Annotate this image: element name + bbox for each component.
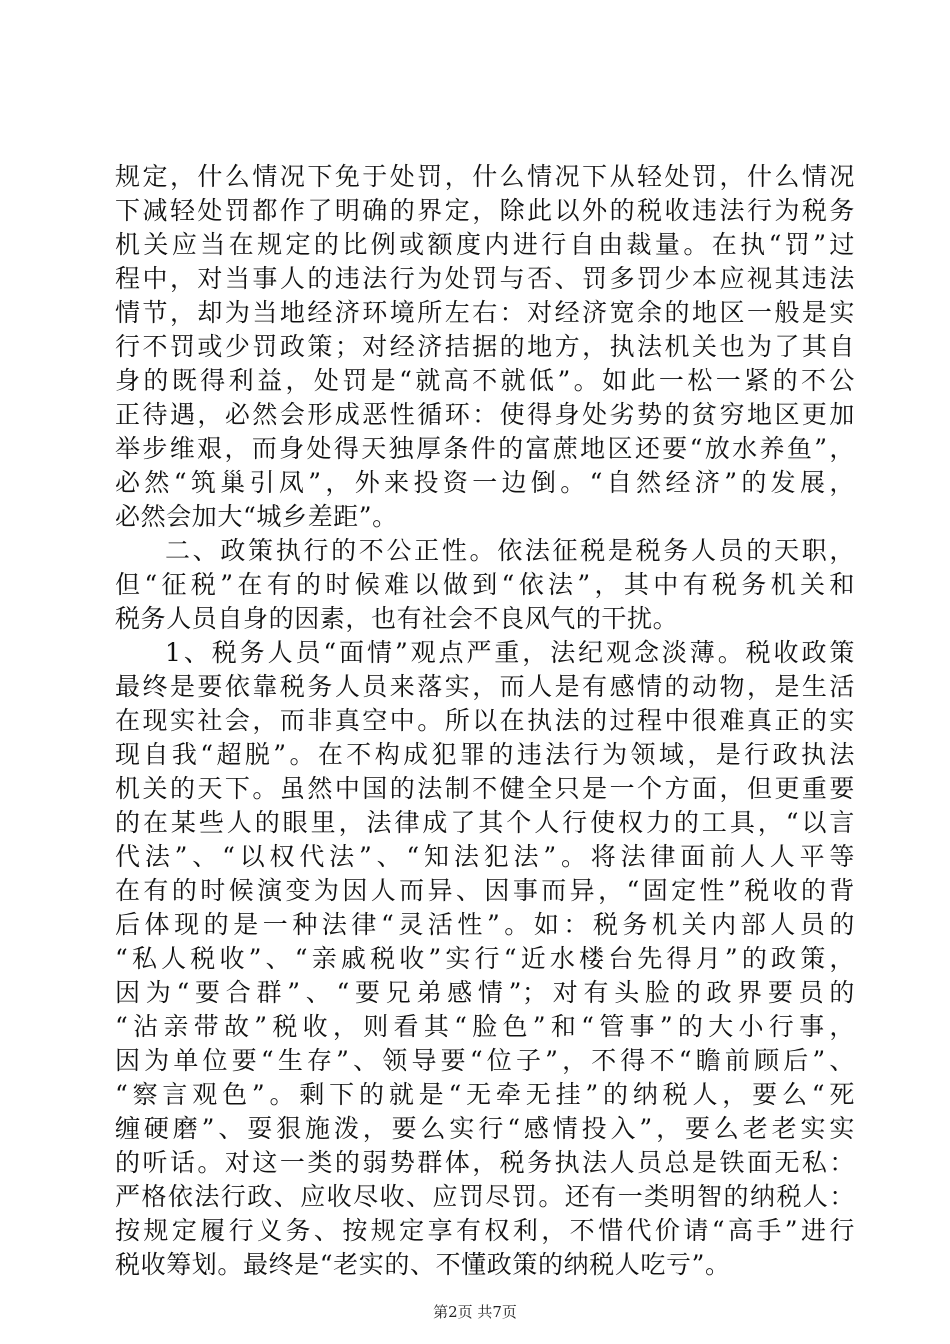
- text-line: 必然“筑巢引凤”，外来投资一边倒。“自然经济”的发展，: [115, 468, 855, 497]
- text-line: 机关应当在规定的比例或额度内进行自由裁量。在执“罚”过: [115, 230, 855, 259]
- text-line: 严格依法行政、应收尽收、应罚尽罚。还有一类明智的纳税人：: [115, 1182, 855, 1211]
- paragraph-end-line: 税收筹划。最终是“老实的、不懂政策的纳税人吃亏”。: [115, 1250, 731, 1279]
- text-line: 在现实社会，而非真空中。所以在执法的过程中很难真正的实: [115, 706, 855, 735]
- text-line: 身的既得利益，处罚是“就高不就低”。如此一松一紧的不公: [115, 366, 855, 395]
- text-line: 但“征税”在有的时候难以做到“依法”，其中有税务机关和: [115, 570, 855, 599]
- text-line: 后体现的是一种法律“灵活性”。如：税务机关内部人员的: [115, 910, 855, 939]
- text-line: 缠硬磨”、耍狠施泼，要么实行“感情投入”，要么老老实实: [115, 1114, 855, 1143]
- text-line: 程中，对当事人的违法行为处罚与否、罚多罚少本应视其违法: [115, 264, 855, 293]
- text-line: 代法”、“以权代法”、“知法犯法”。将法律面前人人平等: [115, 842, 855, 871]
- text-line: 因为“要合群”、“要兄弟感情”；对有头脸的政界要员的: [115, 978, 855, 1007]
- section-heading-line: 二、政策执行的不公正性。依法征税是税务人员的天职，: [165, 536, 855, 565]
- paragraph-end-line: 税务人员自身的因素，也有社会不良风气的干扰。: [115, 604, 679, 633]
- text-line: 的在某些人的眼里，法律成了其个人行使权力的工具，“以言: [115, 808, 855, 837]
- text-line: 的听话。对这一类的弱势群体，税务执法人员总是铁面无私：: [115, 1148, 855, 1177]
- text-line: 最终是要依靠税务人员来落实，而人是有感情的动物，是生活: [115, 672, 855, 701]
- text-line: 在有的时候演变为因人而异、因事而异，“固定性”税收的背: [115, 876, 855, 905]
- text-line: 因为单位要“生存”、领导要“位子”，不得不“瞻前顾后”、: [115, 1046, 855, 1075]
- text-line: 行不罚或少罚政策；对经济拮据的地方，执法机关也为了其自: [115, 332, 855, 361]
- text-line: 下减轻处罚都作了明确的界定，除此以外的税收违法行为税务: [115, 196, 855, 225]
- page-number-footer: 第2页 共7页: [433, 1303, 517, 1321]
- text-line: 现自我“超脱”。在不构成犯罪的违法行为领域，是行政执法: [115, 740, 855, 769]
- text-line: 按规定履行义务、按规定享有权利，不惜代价请“高手”进行: [115, 1216, 855, 1245]
- text-line: 举步维艰，而身处得天独厚条件的富蔗地区还要“放水养鱼”，: [115, 434, 855, 463]
- paragraph-end-line: 必然会加大“城乡差距”。: [115, 502, 398, 531]
- text-line: 规定，什么情况下免于处罚，什么情况下从轻处罚，什么情况: [115, 162, 855, 191]
- text-line: 机关的天下。虽然中国的法制不健全只是一个方面，但更重要: [115, 774, 855, 803]
- text-line: 情节，却为当地经济环境所左右：对经济宽余的地区一般是实: [115, 298, 855, 327]
- text-line: “察言观色”。剩下的就是“无牵无挂”的纳税人，要么“死: [115, 1080, 855, 1109]
- subsection-heading-line: 1、税务人员“面情”观点严重，法纪观念淡薄。税收政策: [165, 638, 855, 667]
- text-line: 正待遇，必然会形成恶性循环：使得身处劣势的贫穷地区更加: [115, 400, 855, 429]
- document-body: [115, 160, 855, 1282]
- text-line: “沾亲带故”税收，则看其“脸色”和“管事”的大小行事，: [115, 1012, 855, 1041]
- text-line: “私人税收”、“亲戚税收”实行“近水楼台先得月”的政策，: [115, 944, 855, 973]
